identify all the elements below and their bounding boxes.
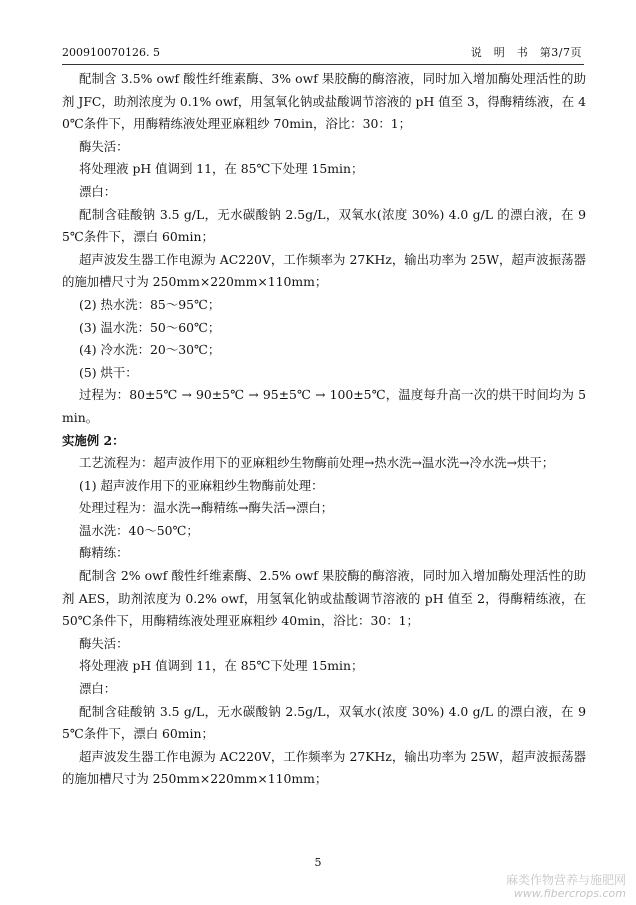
document-body: [62, 68, 586, 791]
page-number: 5: [314, 856, 322, 869]
paragraph: 配制含 3.5% owf 酸性纤维素酶、3% owf 果胶酶的酶溶液，同时加入增加酶处理活性的助剂 JFC，助剂浓度为 0.1% owf，用氢氧化钠或盐酸调节溶液的 pH 值至 3，得酶精练液，在 40℃条件下，用酶精练液处理亚麻粗纱 70min，浴比：30：1；: [62, 71, 586, 132]
paragraph: 工艺流程为：超声波作用下的亚麻粗纱生物酶前处理→热水洗→温水洗→冷水洗→烘干；: [79, 455, 555, 471]
paragraph: (4) 冷水洗：20～30℃；: [79, 342, 221, 358]
paragraph: 酶失活：: [79, 138, 129, 154]
paragraph: 将处理液 pH 值调到 11，在 85℃下处理 15min；: [79, 161, 364, 177]
paragraph: (2) 热水洗：85～95℃；: [79, 296, 221, 312]
watermark: [506, 873, 626, 901]
paragraph: 酶失活：: [79, 635, 129, 651]
page-header: [62, 44, 582, 62]
paragraph: 配制含硅酸钠 3.5 g/L，无水碳酸钠 2.5g/L，双氧水(浓度 30%) 4.0 g/L 的漂白液，在 95℃条件下，漂白 60min；: [62, 206, 586, 245]
paragraph: 超声波发生器工作电源为 AC220V，工作频率为 27KHz，输出功率为 25W，超声波振荡器的施加槽尺寸为 250mm×220mm×110mm；: [62, 748, 586, 787]
header-rule: [62, 64, 584, 65]
paragraph: (1) 超声波作用下的亚麻粗纱生物酶前处理：: [79, 477, 324, 493]
paragraph: 过程为：80±5℃ → 90±5℃ → 95±5℃ → 100±5℃，温度每升高一次的烘干时间均为 5 min。: [62, 387, 586, 425]
paragraph: 配制含 2% owf 酸性纤维素酶、2.5% owf 果胶酶的酶溶液，同时加入增加酶处理活性的助剂 AES，助剂浓度为 0.2% owf，用氢氧化钠或盐酸调节溶液的 pH 值至 2，得酶精练液，在 50℃条件下，用酶精练液处理亚麻粗纱 40min，浴比：30：1；: [62, 568, 586, 629]
section-heading: 实施例 2：: [62, 432, 125, 448]
watermark-url: www.fibercrops.com: [513, 887, 626, 900]
paragraph: 漂白：: [79, 681, 117, 697]
paragraph: 漂白：: [79, 183, 117, 199]
paragraph: 酶精练：: [79, 545, 129, 561]
paragraph: 将处理液 pH 值调到 11，在 85℃下处理 15min；: [79, 658, 364, 674]
paragraph: 处理过程为：温水洗→酶精练→酶失活→漂白；: [79, 500, 334, 516]
paragraph: 配制含硅酸钠 3.5 g/L，无水碳酸钠 2.5g/L，双氧水(浓度 30%) 4.0 g/L 的漂白液，在 95℃条件下，漂白 60min；: [62, 703, 586, 742]
watermark-text: 麻类作物营养与施肥网: [505, 873, 626, 887]
paragraph: (3) 温水洗：50～60℃；: [79, 319, 221, 335]
document-number: 200910070126. 5: [62, 46, 160, 59]
paragraph: 温水洗：40～50℃；: [79, 522, 199, 538]
paragraph: (5) 烘干：: [79, 364, 138, 380]
paragraph: 超声波发生器工作电源为 AC220V，工作频率为 27KHz，输出功率为 25W，超声波振荡器的施加槽尺寸为 250mm×220mm×110mm；: [62, 251, 586, 290]
section-and-page: 说 明 书 第3/7页: [470, 46, 582, 59]
